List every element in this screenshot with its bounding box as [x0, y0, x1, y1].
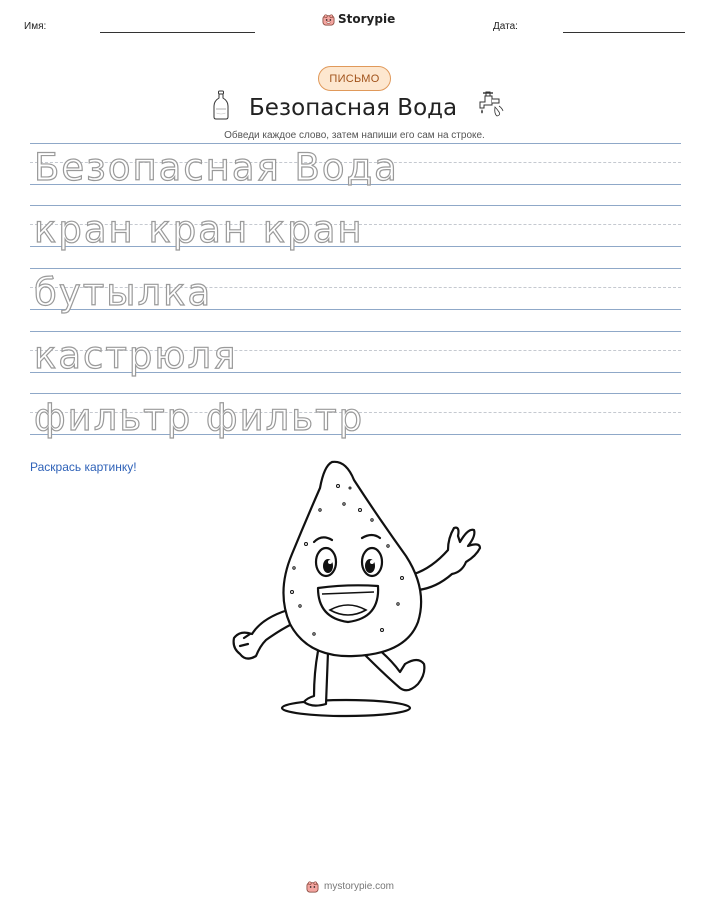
date-line [563, 32, 685, 33]
name-line [100, 32, 255, 33]
storypie-logo-icon [322, 13, 335, 26]
date-label: Дата: [493, 21, 518, 32]
name-label: Имя: [24, 21, 47, 32]
trace-word: бутылка [34, 271, 213, 314]
tracing-row[interactable] [30, 393, 681, 441]
water-tap-icon [477, 90, 505, 118]
coloring-instruction: Раскрась картинку! [30, 460, 137, 474]
page-title: Безопасная Вода [249, 95, 458, 121]
trace-word: Безопасная Вода [34, 146, 399, 189]
trace-word: кран кран кран [34, 208, 364, 251]
tracing-row[interactable] [30, 331, 681, 379]
storypie-logo [322, 12, 395, 26]
instructions: Обведи каждое слово, затем напиши его сам на строке. [224, 130, 485, 141]
category-badge: ПИСЬМО [318, 66, 391, 91]
footer-url[interactable]: mystorypie.com [324, 881, 395, 892]
storypie-logo-icon [306, 880, 319, 893]
tracing-row[interactable] [30, 143, 681, 191]
trace-word: кастрюля [34, 334, 238, 377]
brand-name: Storypie [338, 12, 396, 26]
footer [306, 880, 394, 893]
trace-word: фильтр фильтр [34, 396, 365, 439]
tracing-row[interactable] [30, 268, 681, 316]
tracing-row[interactable] [30, 205, 681, 253]
water-drop-character [222, 458, 486, 722]
bottle-icon [212, 90, 230, 120]
